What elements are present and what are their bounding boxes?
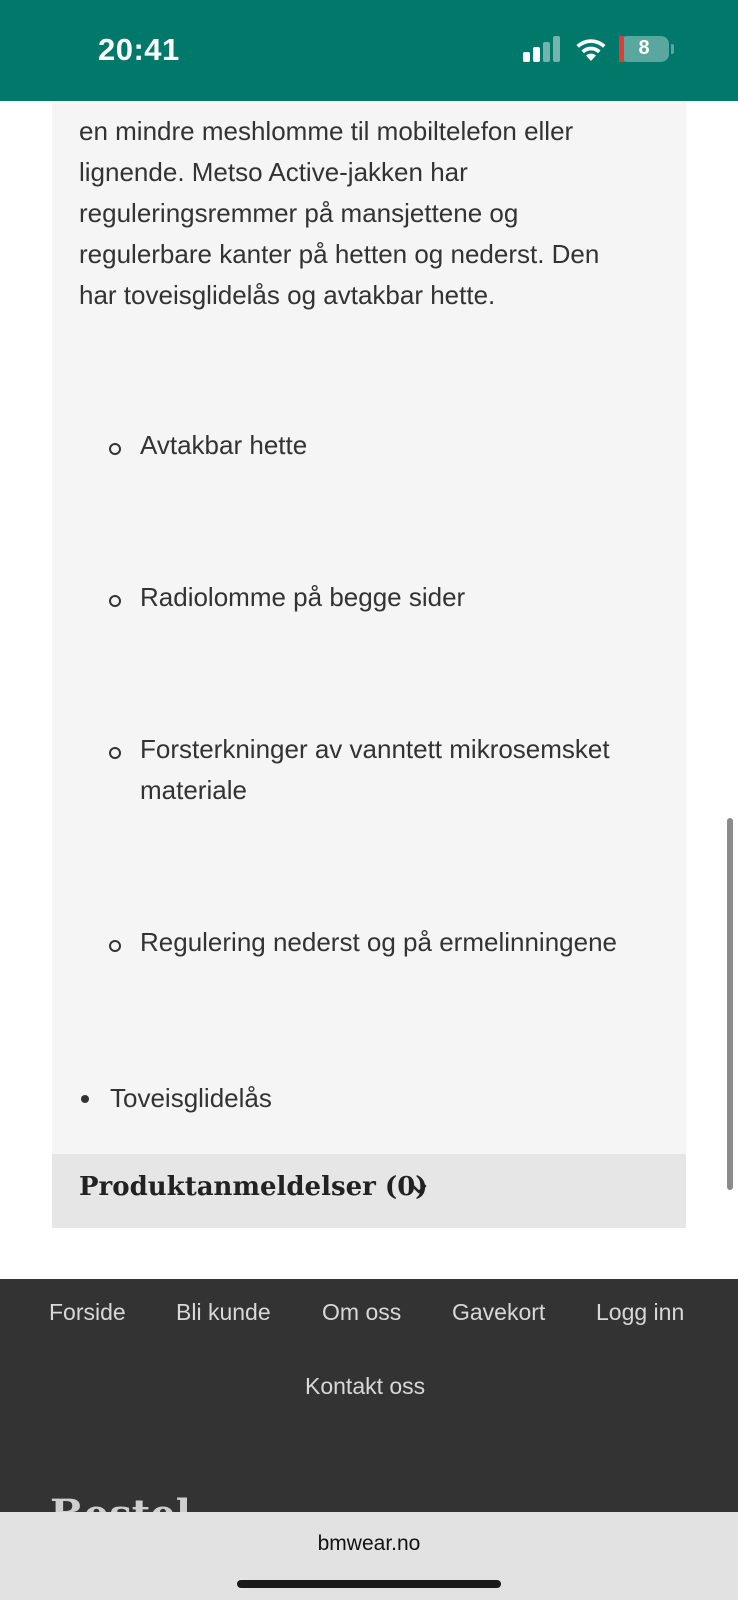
sub-bullet-icon [109,940,121,952]
sub-bullet-icon [109,747,121,759]
bullet-icon [81,1095,89,1103]
footer-link-om-oss[interactable]: Om oss [322,1299,402,1325]
feature-item: Regulering nederst og på ermelinningene [140,927,617,957]
cellular-signal-icon [523,36,563,62]
footer-link-logg-inn[interactable]: Logg inn [596,1299,685,1325]
feature-item: Avtakbar hette [140,430,308,460]
wifi-icon [574,34,608,62]
home-indicator[interactable] [237,1580,501,1588]
status-time: 20:41 [98,32,180,67]
browser-address-bar[interactable] [0,1512,738,1600]
feature-item: Radiolomme på begge sider [140,582,466,612]
list-item: Toveisglidelås [110,1083,272,1113]
scrollbar[interactable] [727,818,733,1190]
reviews-title: Produktanmeldelser (0) [79,1172,428,1202]
sub-bullet-icon [109,443,121,455]
reviews-accordion[interactable] [52,1154,686,1228]
battery-icon [619,36,669,62]
description-paragraph: en mindre meshlomme til mobiltelefon eller lignende. Metso Active-jakken har reguleringsremmer på mansjettene og regulerbare kanter på hetten og nederst. Den har toveisglidelås og avtakbar hette. [79,116,600,310]
footer-link-forside[interactable]: Forside [49,1299,126,1325]
battery-tip [671,44,674,54]
site-footer [0,1279,738,1512]
url-text[interactable]: bmwear.no [317,1532,421,1555]
footer-link-bli-kunde[interactable]: Bli kunde [176,1299,271,1325]
feature-item: Forsterkninger av vanntett mikrosemsket materiale [140,734,610,805]
footer-link-gavekort[interactable]: Gavekort [452,1299,546,1325]
sub-bullet-icon [109,595,121,607]
footer-link-kontakt-oss[interactable]: Kontakt oss [305,1373,426,1399]
status-bar [0,0,738,101]
chevron-down-icon [408,1178,430,1200]
battery-percent: 8 [638,37,650,59]
product-description-panel [52,101,686,1154]
